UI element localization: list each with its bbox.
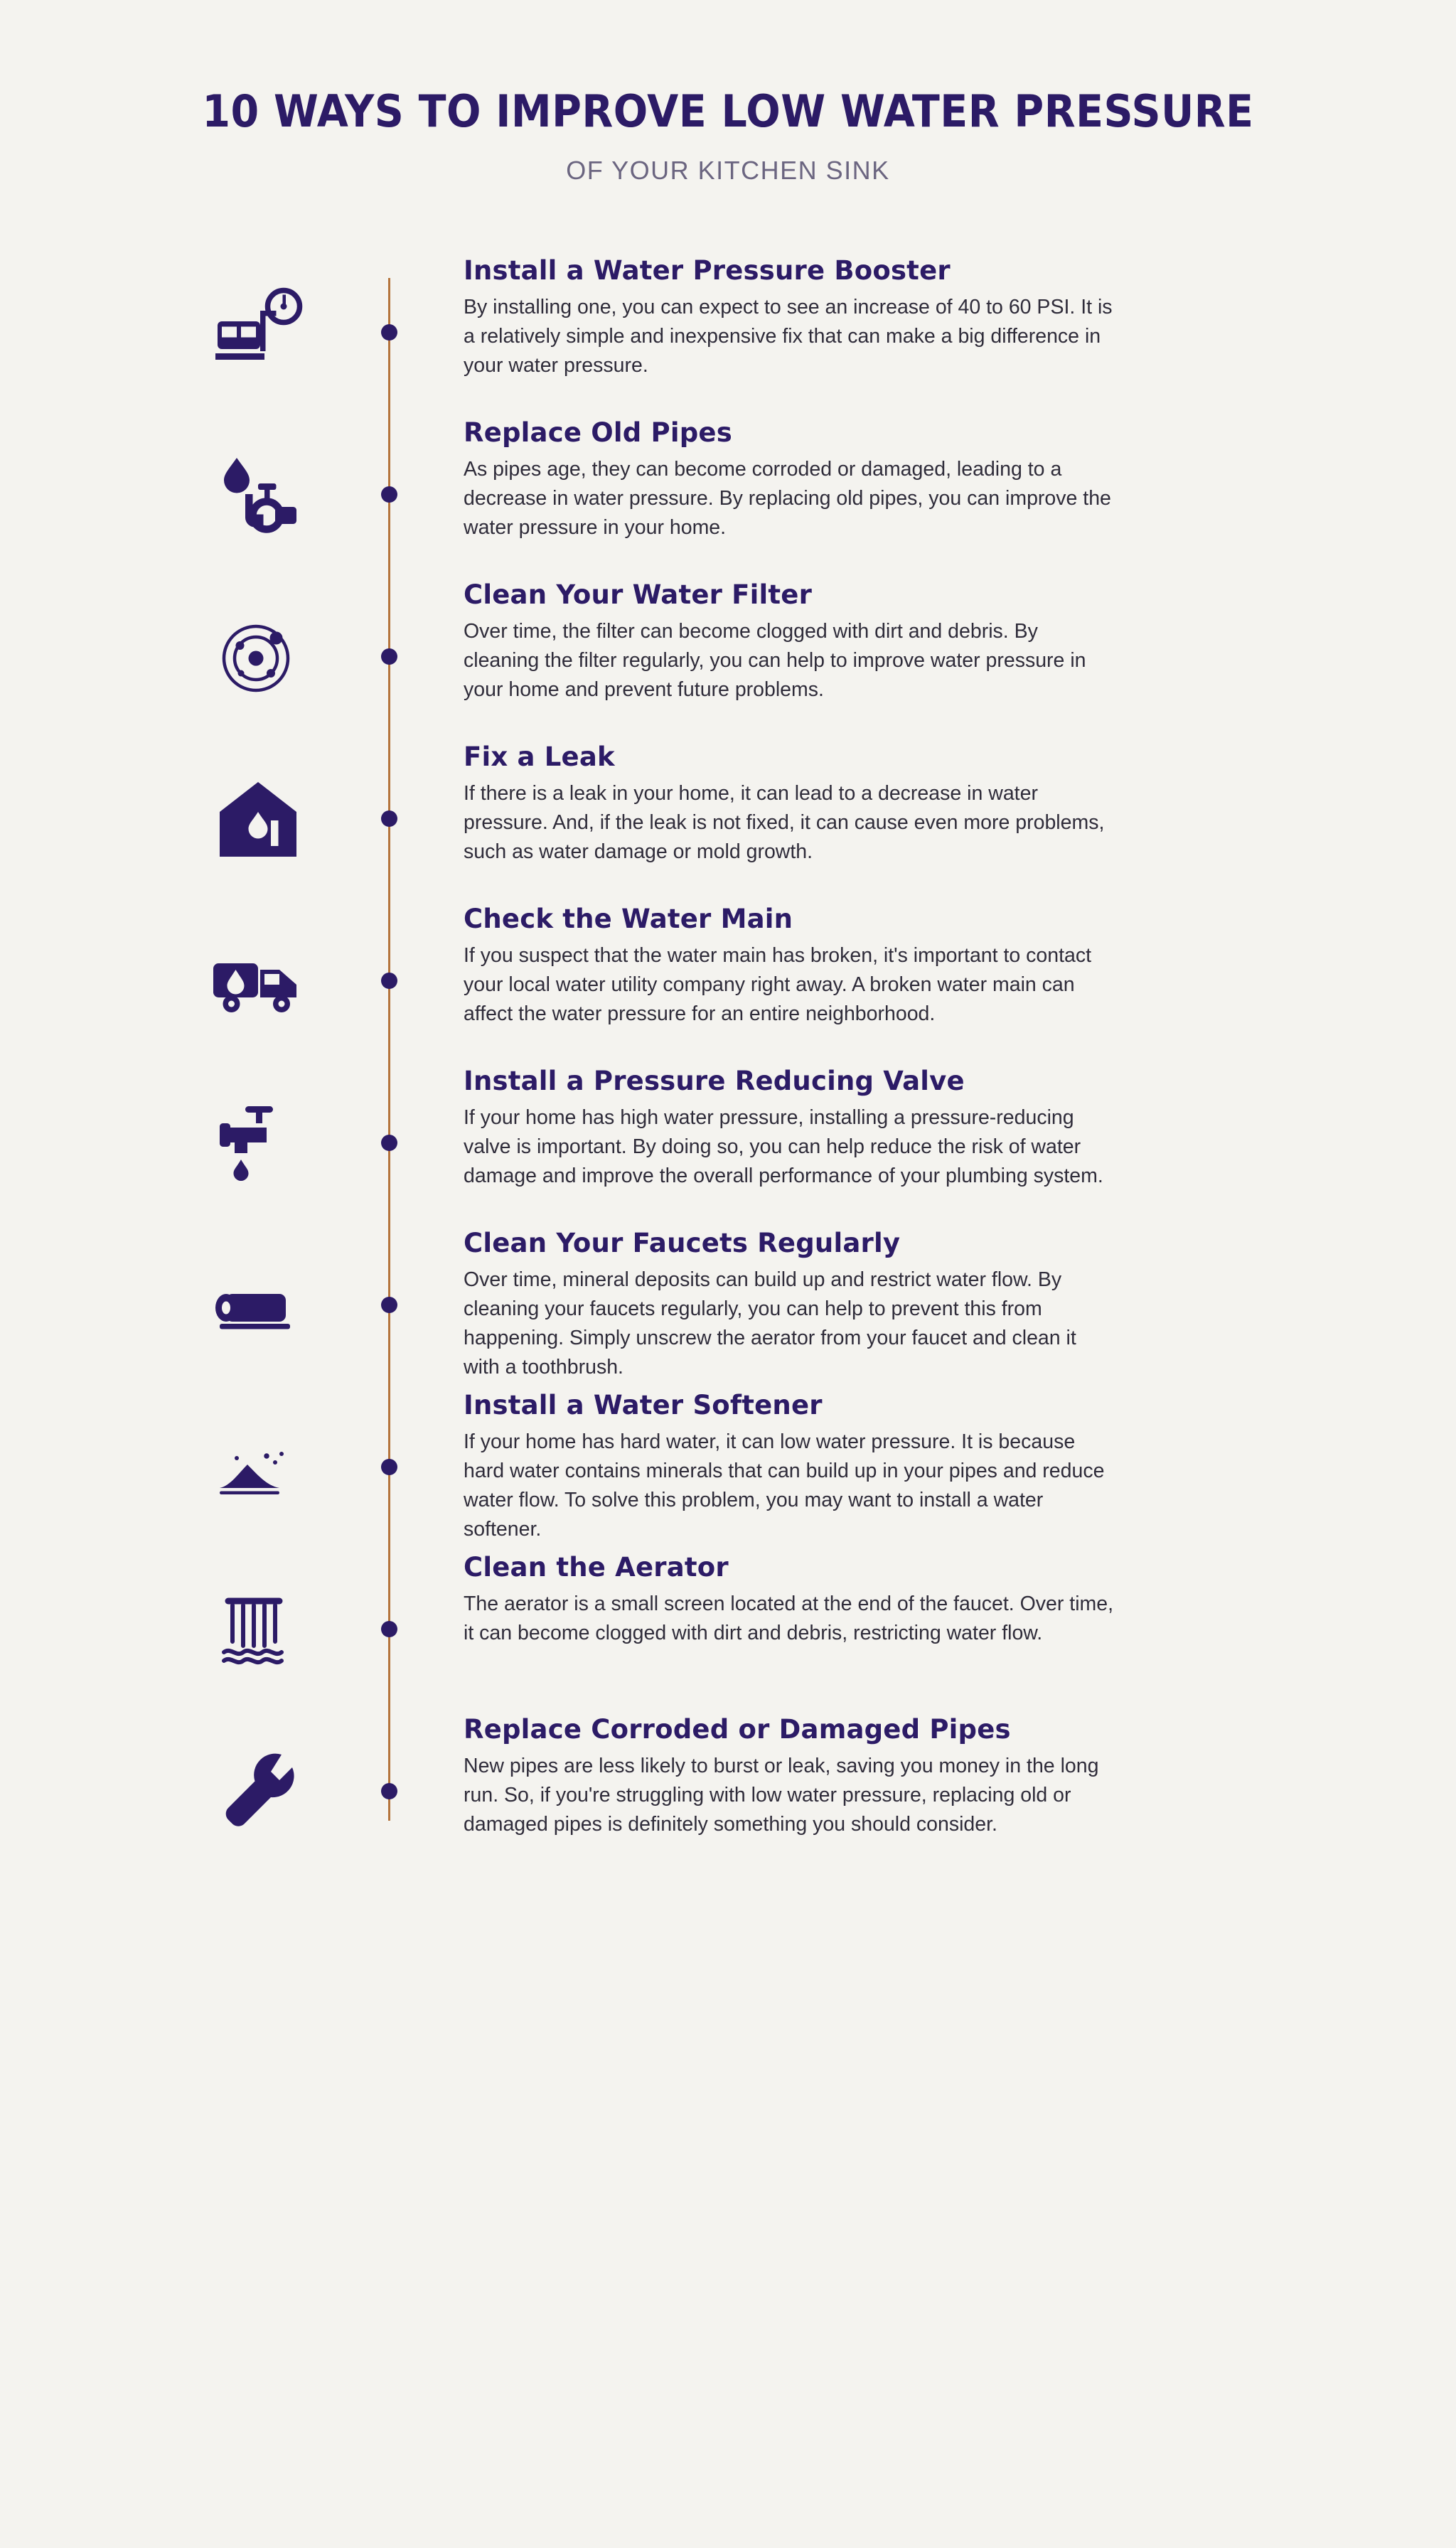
step-title: Replace Old Pipes <box>464 417 732 448</box>
header <box>0 0 1456 186</box>
step-title: Install a Water Pressure Booster <box>464 255 951 286</box>
step-description: If you suspect that the water main has broken, it's important to contact your local water utility company right away. A broken water main can affect the water pressure for an entire neighborhood. <box>464 944 1092 1026</box>
timeline-dot <box>381 973 397 989</box>
step-title: Fix a Leak <box>464 742 615 772</box>
step-description: As pipes age, they can become corroded or damaged, leading to a decrease in water pressure. By replacing old pipes, you can improve the water pressure in your home. <box>464 458 1111 540</box>
step-description: Over time, the filter can become clogged with dirt and debris. By cleaning the filter regularly, you can help to improve water pressure in your home and prevent future problems. <box>464 620 1086 702</box>
step-description: If your home has hard water, it can low water pressure. It is because hard water contains minerals that can build up in your pipes and reduce water flow. To solve this problem, you may want to install a water softener. <box>464 1430 1105 1541</box>
list-item <box>0 899 1456 1061</box>
timeline-dot <box>381 1135 397 1151</box>
timeline-dot <box>381 1621 397 1637</box>
list-item <box>0 251 1456 413</box>
step-body <box>464 1061 1118 1191</box>
list-item <box>0 413 1456 575</box>
step-body <box>464 575 1118 705</box>
step-description: If there is a leak in your home, it can lead to a decrease in water pressure. And, if the leak is not fixed, it can cause even more problems, such as water damage or mold growth. <box>464 782 1105 864</box>
step-title: Clean the Aerator <box>464 1552 729 1583</box>
step-body <box>464 413 1118 542</box>
page-title: 10 WAYS TO IMPROVE LOW WATER PRESSURE <box>202 85 1254 137</box>
water-filter-circles-icon <box>191 603 326 710</box>
timeline-dot <box>381 486 397 503</box>
step-description: The aerator is a small screen located at the end of the faucet. Over time, it can become clogged with dirt and debris, restricting water flow. <box>464 1592 1114 1645</box>
step-description: Over time, mineral deposits can build up and restrict water flow. By cleaning your faucets regularly, you can help to prevent this from happening. Simply unscrew the aerator from your faucet and clean it with a toothbrush. <box>464 1268 1076 1379</box>
timeline-dot <box>381 1783 397 1799</box>
list-item <box>0 737 1456 899</box>
timeline-dot <box>381 648 397 665</box>
faucet-dripping-icon <box>191 1089 326 1196</box>
step-body <box>464 1386 1118 1544</box>
step-description: By installing one, you can expect to see an increase of 40 to 60 PSI. It is a relatively simple and inexpensive fix that can make a big difference in your water pressure. <box>464 296 1113 378</box>
list-item <box>0 1386 1456 1548</box>
step-title: Clean Your Water Filter <box>464 579 813 610</box>
timeline-dot <box>381 1297 397 1313</box>
waterfall-icon <box>191 1575 326 1682</box>
list-item <box>0 575 1456 737</box>
timeline-dot <box>381 324 397 341</box>
water-truck-icon <box>191 927 326 1034</box>
step-body <box>464 1710 1118 1839</box>
step-title: Install a Pressure Reducing Valve <box>464 1066 965 1096</box>
pressure-booster-pump-gauge-icon <box>191 279 326 385</box>
wrench-icon <box>191 1738 326 1844</box>
step-body <box>464 737 1118 867</box>
step-description: New pipes are less likely to burst or leak, saving you money in the long run. So, if you're struggling with low water pressure, replacing old or damaged pipes is definitely something you should consider. <box>464 1755 1099 1836</box>
pipe-roll-icon <box>191 1251 326 1358</box>
page-subtitle: OF YOUR KITCHEN SINK <box>566 156 890 185</box>
pipe-valve-water-drop-icon <box>191 441 326 547</box>
step-body <box>464 251 1118 380</box>
list-item <box>0 1548 1456 1710</box>
timeline-list <box>0 251 1456 1872</box>
salt-mineral-pile-icon <box>191 1413 326 1520</box>
step-title: Replace Corroded or Damaged Pipes <box>464 1714 1011 1745</box>
step-body <box>464 1224 1118 1382</box>
timeline-dot <box>381 1459 397 1475</box>
list-item <box>0 1710 1456 1872</box>
house-leak-drop-icon <box>191 765 326 872</box>
step-title: Check the Water Main <box>464 904 793 934</box>
step-title: Clean Your Faucets Regularly <box>464 1228 901 1258</box>
list-item <box>0 1061 1456 1224</box>
step-description: If your home has high water pressure, installing a pressure-reducing valve is important. By doing so, you can help reduce the risk of water damage and improve the overall performance of your plumbing system. <box>464 1106 1103 1188</box>
step-body <box>464 899 1118 1029</box>
step-title: Install a Water Softener <box>464 1390 823 1420</box>
list-item <box>0 1224 1456 1386</box>
timeline-dot <box>381 810 397 827</box>
step-body <box>464 1548 1118 1648</box>
